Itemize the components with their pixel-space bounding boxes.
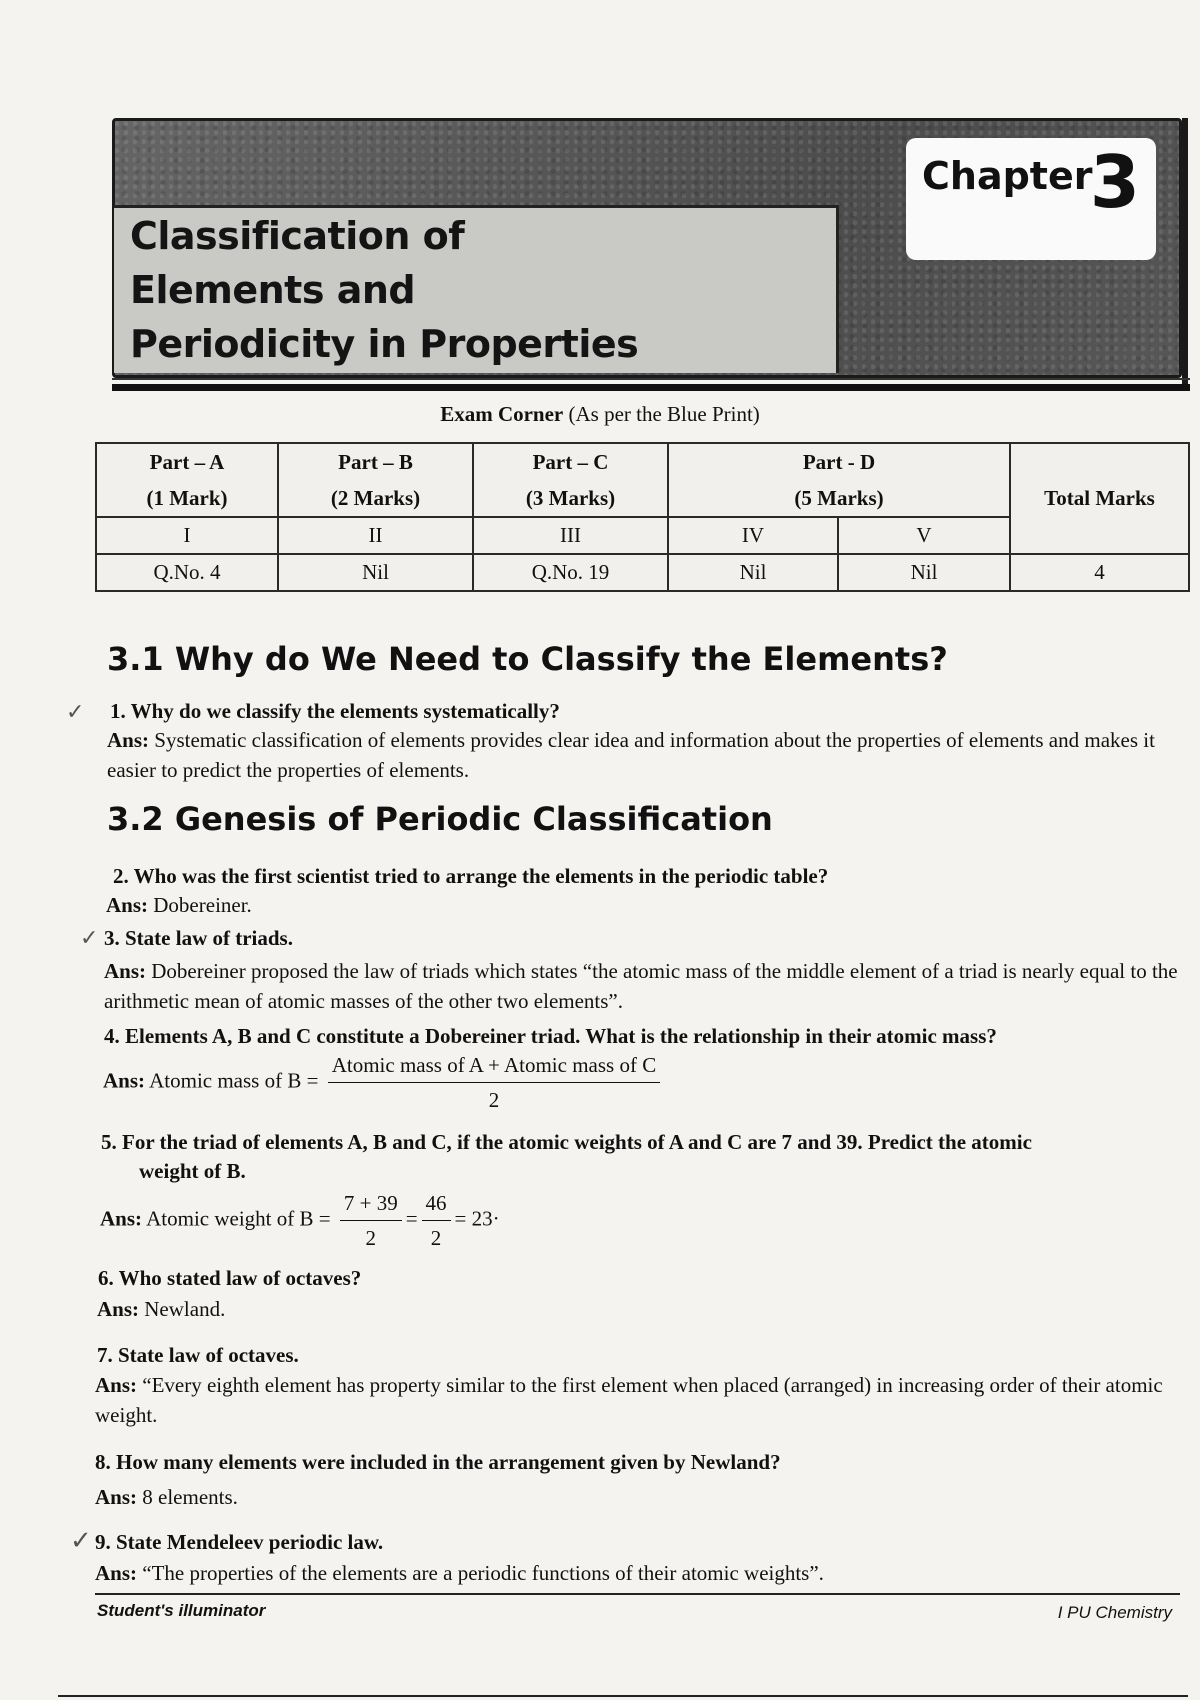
question-5-line-1: 5. For the triad of elements A, B and C, if the atomic weights of A and C are 7 and 39. Predict the atomic: [101, 1130, 1032, 1154]
footer-subject: I PU Chemistry: [1057, 1603, 1172, 1622]
chapter-title-line-3: Periodicity in Properties: [130, 322, 639, 366]
answer-text: Dobereiner.: [148, 893, 252, 917]
part-d-marks: (5 Marks): [794, 486, 884, 510]
answer-6: [97, 1294, 225, 1324]
table-cell-question-c: Q.No. 19: [473, 554, 668, 591]
question-6: 6. Who stated law of octaves?: [98, 1266, 362, 1290]
question-8: 8. How many elements were included in the arrangement given by Newland?: [95, 1450, 781, 1474]
answer-text: Newland.: [139, 1297, 226, 1321]
check-mark-icon: ✓: [80, 926, 99, 951]
question-5: [101, 1130, 1032, 1184]
answer-label: Ans:: [95, 1485, 138, 1509]
answer-text: Systematic classification of elements provides clear idea and information about the properties of elements and makes it easier to predict the properties of elements.: [107, 728, 1155, 782]
chapter-title-line-2: Elements and: [130, 268, 416, 312]
answer-label: Ans:: [97, 1297, 140, 1321]
answer-label: Ans:: [103, 1068, 146, 1093]
table-row: [96, 554, 1189, 591]
answer-9: [95, 1558, 824, 1588]
answer-text: 8 elements.: [137, 1485, 238, 1509]
table-cell-total-value: 4: [1010, 554, 1189, 591]
chapter-number: 3: [1089, 140, 1140, 224]
answer-text: Atomic mass of B =: [145, 1068, 319, 1093]
table-cell-question-d5: Nil: [838, 554, 1010, 591]
table-cell-question-d4: Nil: [668, 554, 838, 591]
answer-4: [103, 1050, 664, 1115]
question-2: 2. Who was the first scientist tried to arrange the elements in the periodic table?: [113, 864, 829, 888]
footer-publisher: Student's illuminator: [97, 1601, 266, 1620]
answer-text: Atomic weight of B =: [142, 1206, 331, 1231]
question-4: 4. Elements A, B and C constitute a Dobereiner triad. What is the relationship in their atomic mass?: [104, 1024, 997, 1048]
table-cell-part-c: [473, 443, 668, 517]
table-cell-roman-ii: II: [278, 517, 473, 554]
answer-label: Ans:: [95, 1561, 138, 1585]
exam-corner-note: (As per the Blue Print): [568, 402, 760, 426]
fraction-numerator: 7 + 39: [340, 1188, 402, 1221]
question-5-line-2: weight of B.: [139, 1159, 246, 1183]
answer-7: [95, 1370, 1185, 1430]
answer-label: Ans:: [100, 1206, 143, 1231]
part-a-name: Part – A: [149, 450, 225, 474]
chapter-title-line-1: Classification of: [130, 214, 465, 258]
sum-fraction: [340, 1188, 402, 1253]
table-cell-total-label: Total Marks: [1010, 443, 1189, 554]
table-cell-roman-iv: IV: [668, 517, 838, 554]
table-cell-part-d: [668, 443, 1010, 517]
footer-rule: [95, 1593, 1180, 1595]
banner-rule-thin: [112, 378, 1190, 380]
answer-label: Ans:: [104, 959, 147, 983]
chapter-label: Chapter: [922, 154, 1093, 198]
part-b-name: Part – B: [338, 450, 413, 474]
table-cell-roman-i: I: [96, 517, 278, 554]
fraction-numerator: 46: [422, 1188, 451, 1221]
chapter-title-box: [114, 205, 839, 373]
answer-label: Ans:: [107, 728, 150, 752]
exam-corner-caption: [0, 402, 1200, 427]
answer-2: [106, 890, 252, 920]
exam-blueprint-table: [95, 442, 1190, 592]
section-title-3-2: 3.2 Genesis of Periodic Classification: [107, 800, 773, 838]
part-a-marks: (1 Mark): [146, 486, 228, 510]
answer-1: [107, 725, 1187, 785]
table-row: [96, 443, 1189, 517]
check-mark-icon: ✓: [66, 700, 85, 725]
question-7: 7. State law of octaves.: [97, 1343, 299, 1367]
banner-rule: [112, 384, 1190, 391]
answer-text: “The properties of the elements are a periodic functions of their atomic weights”.: [137, 1561, 824, 1585]
result-value: = 23·: [454, 1206, 500, 1231]
check-mark-icon: ✓: [70, 1526, 92, 1556]
question-1: 1. Why do we classify the elements systematically?: [110, 699, 560, 723]
table-cell-roman-v: V: [838, 517, 1010, 554]
table-cell-question-a: Q.No. 4: [96, 554, 278, 591]
fraction-denominator: 2: [488, 1088, 500, 1112]
answer-text: Dobereiner proposed the law of triads which states “the atomic mass of the middle element of a triad is nearly equal to the arithmetic mean of atomic masses of the other two elements”.: [104, 959, 1178, 1013]
answer-8: [95, 1482, 238, 1512]
table-cell-question-b: Nil: [278, 554, 473, 591]
part-b-marks: (2 Marks): [330, 486, 421, 510]
part-c-marks: (3 Marks): [525, 486, 616, 510]
answer-3: [104, 956, 1189, 1016]
equals-sign: =: [405, 1206, 418, 1231]
section-title-3-1: 3.1 Why do We Need to Classify the Elements?: [107, 640, 948, 678]
fraction-denominator: 2: [430, 1226, 442, 1250]
question-3: 3. State law of triads.: [104, 926, 293, 950]
exam-corner-title: Exam Corner: [440, 402, 564, 426]
answer-text: “Every eighth element has property similar to the first element when placed (arranged) in increasing order of their atomic weight.: [95, 1373, 1163, 1427]
page-bottom-rule: [58, 1695, 1188, 1697]
question-9: 9. State Mendeleev periodic law.: [95, 1530, 384, 1554]
answer-5: [100, 1188, 500, 1253]
part-d-name: Part - D: [802, 450, 876, 474]
fraction-denominator: 2: [365, 1226, 377, 1250]
table-cell-part-a: [96, 443, 278, 517]
simplified-fraction: [422, 1188, 451, 1253]
part-c-name: Part – C: [532, 450, 609, 474]
table-cell-part-b: [278, 443, 473, 517]
answer-label: Ans:: [95, 1373, 138, 1397]
banner-shadow-edge: [1182, 118, 1188, 390]
chapter-number-box: [906, 138, 1156, 260]
answer-label: Ans:: [106, 893, 149, 917]
table-cell-roman-iii: III: [473, 517, 668, 554]
atomic-mass-fraction: [328, 1050, 661, 1115]
fraction-numerator: Atomic mass of A + Atomic mass of C: [328, 1050, 661, 1083]
